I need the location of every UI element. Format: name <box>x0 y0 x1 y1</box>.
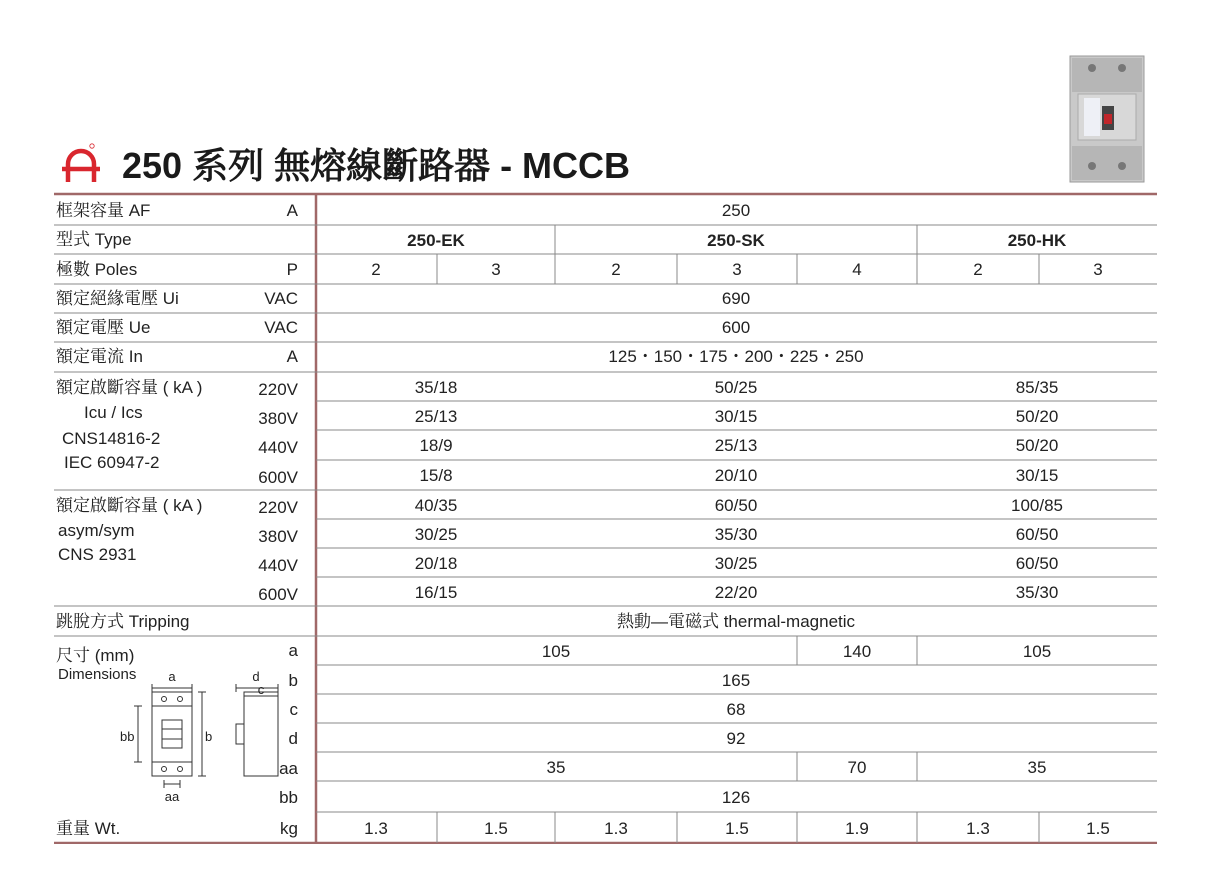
wt-value: 1.5 <box>725 819 749 838</box>
icu-ek: 25/13 <box>414 407 458 426</box>
icu-sk: 20/10 <box>714 466 758 485</box>
dim-a-value: 140 <box>842 642 872 661</box>
ui-value: 690 <box>721 289 751 308</box>
icu-hk: 30/15 <box>1015 466 1059 485</box>
wt-value: 1.5 <box>1086 819 1110 838</box>
asym-hk: 100/85 <box>1011 496 1063 515</box>
poles-value: 3 <box>1093 260 1103 279</box>
poles-value: 4 <box>852 260 862 279</box>
wt-value: 1.3 <box>966 819 990 838</box>
poles-unit: P <box>286 260 298 279</box>
type-sk: 250-SK <box>707 231 765 250</box>
spec-table <box>54 192 1157 844</box>
dim-a-unit: a <box>288 641 298 660</box>
asym-volt: 600V <box>258 585 298 604</box>
dim-d-unit: d <box>288 729 298 748</box>
product-photo <box>1062 50 1152 186</box>
icu-hk: 50/20 <box>1015 407 1059 426</box>
diagram-label-b: b <box>205 729 213 744</box>
af-value: 250 <box>721 201 751 220</box>
brand-logo-icon <box>62 142 100 184</box>
dims-label: 尺寸 (mm) <box>56 646 135 665</box>
type-label: 型式 Type <box>56 230 132 249</box>
asym-sk: 22/20 <box>714 583 758 602</box>
wt-value: 1.5 <box>484 819 508 838</box>
asym-volt: 440V <box>258 556 298 575</box>
dim-aa-unit: aa <box>279 759 298 778</box>
wt-label: 重量 Wt. <box>56 819 121 838</box>
dim-b-value: 165 <box>721 671 751 690</box>
asym-ek: 20/18 <box>414 554 458 573</box>
dim-b-unit: b <box>288 671 298 690</box>
asym-ek: 30/25 <box>414 525 458 544</box>
icu-sk: 50/25 <box>714 378 758 397</box>
asym-volt: 220V <box>258 498 298 517</box>
type-hk: 250-HK <box>1007 231 1067 250</box>
page-title: 250 系列 無熔線斷路器 - MCCB <box>122 144 631 186</box>
icu-ek: 35/18 <box>414 378 458 397</box>
icu-hk: 85/35 <box>1015 378 1059 397</box>
icu-volt: 220V <box>258 380 298 399</box>
poles-value: 3 <box>491 260 501 279</box>
ui-unit: VAC <box>264 289 298 308</box>
wt-unit: kg <box>280 819 298 838</box>
icu-hk: 50/20 <box>1015 436 1059 455</box>
wt-value: 1.3 <box>364 819 388 838</box>
ue-value: 600 <box>721 318 751 337</box>
diagram-label-c: c <box>257 682 265 697</box>
ue-unit: VAC <box>264 318 298 337</box>
dim-bb-unit: bb <box>279 788 298 807</box>
asym-label: 額定啟斷容量 ( kA ) <box>56 496 203 515</box>
icu-volt: 440V <box>258 438 298 457</box>
dim-a-value: 105 <box>1022 642 1052 661</box>
icu-ek: 18/9 <box>419 436 453 455</box>
dim-c-value: 68 <box>726 700 746 719</box>
poles-value: 2 <box>973 260 983 279</box>
asym-volt: 380V <box>258 527 298 546</box>
dim-c-unit: c <box>289 700 298 719</box>
poles-label: 極數 Poles <box>56 260 138 279</box>
dim-a-value: 105 <box>541 642 571 661</box>
poles-value: 3 <box>732 260 742 279</box>
dim-bb-value: 126 <box>721 788 751 807</box>
asym-ek: 16/15 <box>414 583 458 602</box>
trip-label: 跳脫方式 Tripping <box>56 612 190 631</box>
ue-label: 額定電壓 Ue <box>56 318 151 337</box>
poles-value: 2 <box>611 260 621 279</box>
asym-sk: 30/25 <box>714 554 758 573</box>
asym-hk: 60/50 <box>1015 525 1059 544</box>
icu-label: 額定啟斷容量 ( kA ) <box>56 378 203 397</box>
in-unit: A <box>286 347 298 366</box>
asym-sk: 60/50 <box>714 496 758 515</box>
af-label: 框架容量 AF <box>56 201 151 220</box>
icu-label: IEC 60947-2 <box>64 453 160 472</box>
asym-ek: 40/35 <box>414 496 458 515</box>
dim-aa-value: 35 <box>546 758 566 777</box>
wt-value: 1.9 <box>845 819 869 838</box>
icu-volt: 380V <box>258 409 298 428</box>
wt-value: 1.3 <box>604 819 628 838</box>
diagram-label-d: d <box>252 669 260 684</box>
dim-aa-value: 70 <box>847 758 867 777</box>
ui-label: 額定絕緣電壓 Ui <box>56 289 179 308</box>
diagram-label-a: a <box>168 669 176 684</box>
asym-hk: 60/50 <box>1015 554 1059 573</box>
in-label: 額定電流 In <box>56 347 143 366</box>
dim-aa-value: 35 <box>1027 758 1047 777</box>
asym-sk: 35/30 <box>714 525 758 544</box>
icu-sk: 30/15 <box>714 407 758 426</box>
diagram-label-aa: aa <box>164 789 180 804</box>
dim-d-value: 92 <box>726 729 746 748</box>
trip-value: 熱動—電磁式 thermal-magnetic <box>616 612 856 631</box>
icu-volt: 600V <box>258 468 298 487</box>
asym-hk: 35/30 <box>1015 583 1059 602</box>
poles-value: 2 <box>371 260 381 279</box>
icu-ek: 15/8 <box>419 466 453 485</box>
asym-label: asym/sym <box>58 521 135 540</box>
diagram-label-bb: bb <box>120 729 135 744</box>
icu-sk: 25/13 <box>714 436 758 455</box>
icu-label: CNS14816-2 <box>62 429 161 448</box>
page-header <box>62 138 630 188</box>
af-unit: A <box>286 201 298 220</box>
icu-label: Icu / Ics <box>84 403 143 422</box>
asym-label: CNS 2931 <box>58 545 137 564</box>
type-ek: 250-EK <box>407 231 465 250</box>
dims-label: Dimensions <box>58 666 137 683</box>
in-value: 125・150・175・200・225・250 <box>608 347 864 366</box>
